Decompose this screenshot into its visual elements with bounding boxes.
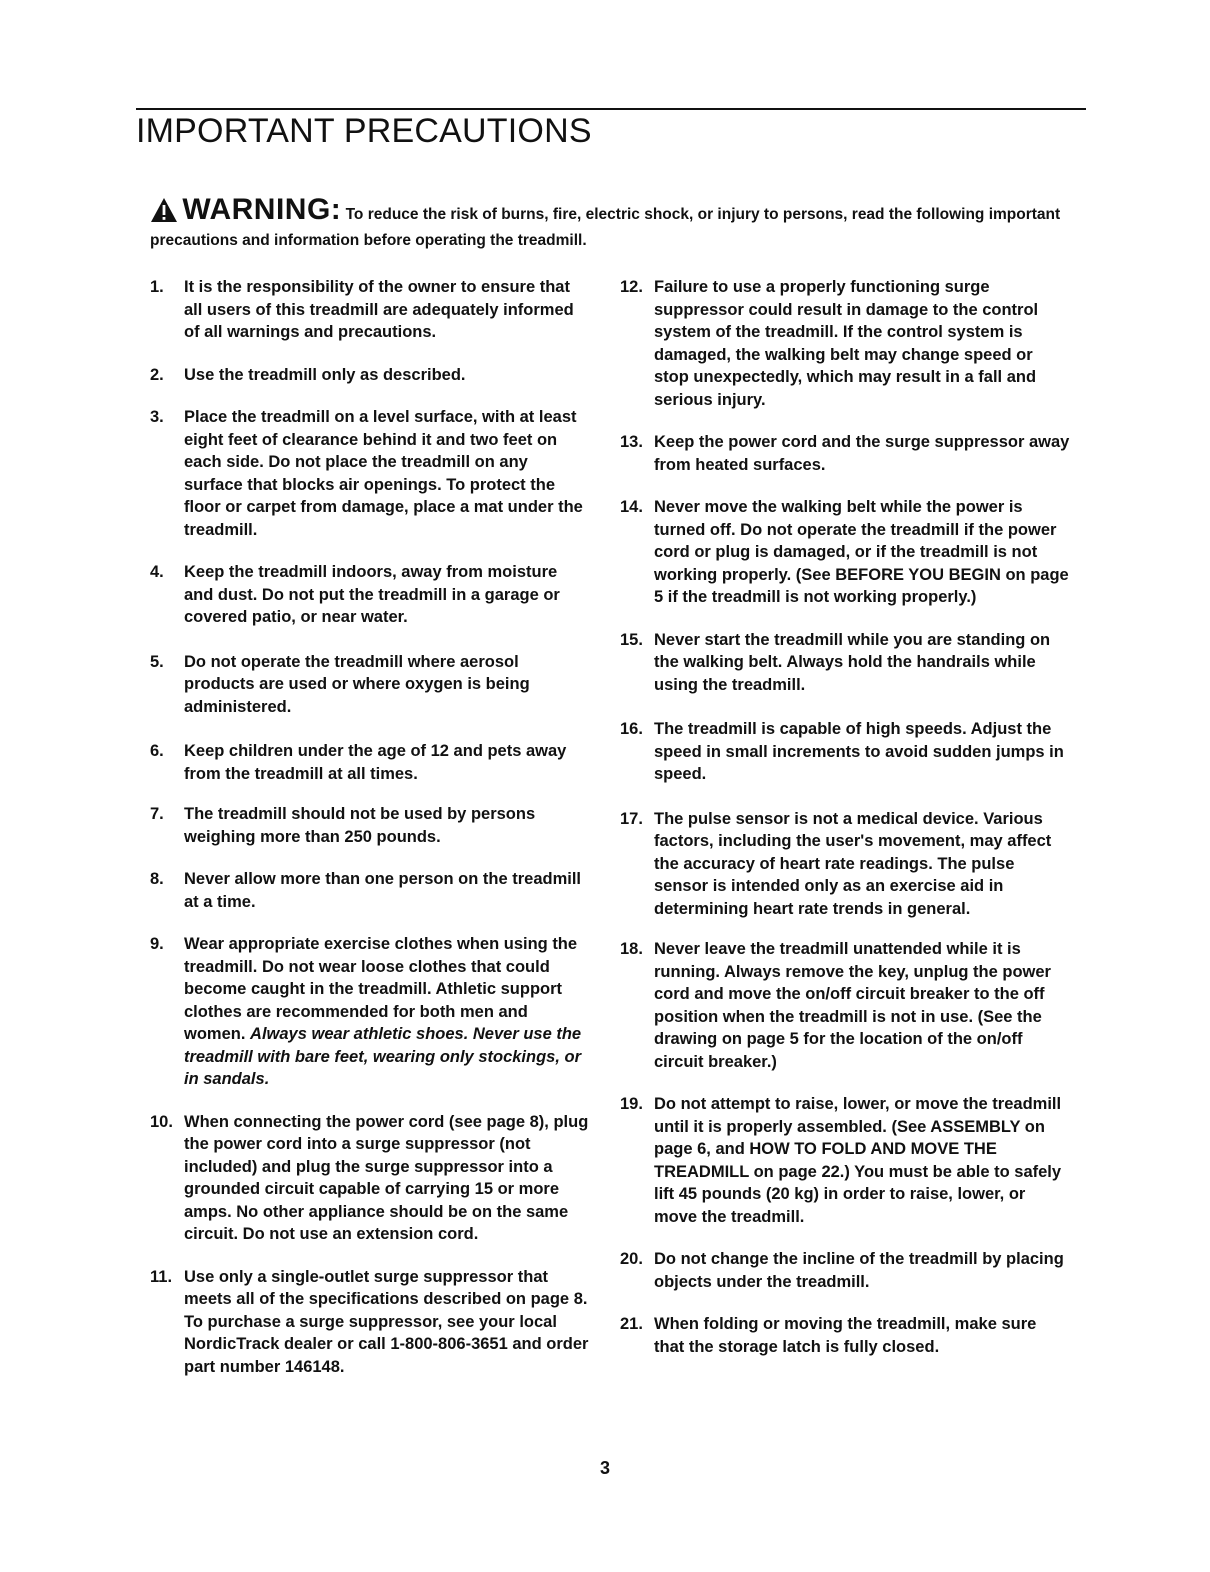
precaution-number: 4. bbox=[150, 563, 164, 581]
precaution-body: When connecting the power cord (see page 8), plug the power cord into a surge suppressor (not included) and plug the surge suppressor into a grounded circuit capable of carrying 15 or more amps. No other appliance should be on the same circuit. Do not use an extension cord. bbox=[184, 1112, 589, 1243]
page-number: 3 bbox=[599, 1458, 610, 1478]
precaution-body: Never leave the treadmill unattended while it is running. Always remove the key, unplug the power cord and move the on/off circuit breaker to the off position when the treadmill is not in use. (See the drawing on page 5 for the location of the on/off circuit breaker.) bbox=[654, 940, 1051, 1071]
precaution-item bbox=[150, 651, 590, 719]
precaution-text bbox=[184, 364, 590, 387]
precaution-body: Failure to use a properly functioning surge suppressor could result in damage to the control system of the treadmill. If the control system is damaged, the walking belt may change speed or stop unexpectedly, which may result in a fall and serious injury. bbox=[654, 278, 1039, 409]
precaution-number: 18. bbox=[620, 940, 643, 958]
precaution-body: Do not attempt to raise, lower, or move the treadmill until it is properly assembled. (See ASSEMBLY on page 6, and HOW TO FOLD AND MOVE THE TREADMILL on page 22.) You must be able to safely lift 45 pounds (20 kg) in order to raise, lower, or move the treadmill. bbox=[654, 1095, 1062, 1226]
precaution-text bbox=[184, 868, 590, 913]
precaution-text bbox=[184, 933, 590, 1091]
precaution-number: 3. bbox=[150, 408, 164, 426]
precaution-number: 13. bbox=[620, 433, 643, 451]
header-rule bbox=[136, 108, 1086, 110]
precaution-number: 10. bbox=[150, 1112, 173, 1131]
precaution-item bbox=[620, 629, 1070, 697]
precaution-item bbox=[620, 1093, 1070, 1228]
precaution-text bbox=[654, 1313, 1070, 1358]
precaution-text bbox=[654, 496, 1070, 609]
precaution-item bbox=[150, 803, 590, 848]
precaution-body: Use the treadmill only as described. bbox=[184, 365, 466, 384]
precaution-item bbox=[620, 1313, 1070, 1358]
precaution-body: Place the treadmill on a level surface, with at least eight feet of clearance behind it and two feet on each side. Do not place the treadmill on any surface that blocks air openings. To protect the floor or carpet from damage, place a mat under the treadmill. bbox=[184, 408, 583, 539]
precaution-item bbox=[150, 868, 590, 913]
precaution-text bbox=[654, 1093, 1070, 1228]
precaution-item bbox=[620, 808, 1070, 921]
precaution-body: Wear appropriate exercise clothes when using the treadmill. Do not wear loose clothes that could become caught in the treadmill. Athletic support clothes are recommended for both men and women. bbox=[184, 935, 578, 1043]
right-column bbox=[620, 276, 1070, 1358]
precaution-body: The treadmill should not be used by persons weighing more than 250 pounds. bbox=[184, 805, 536, 846]
precaution-body: Keep the treadmill indoors, away from moisture and dust. Do not put the treadmill in a garage or covered patio, or near water. bbox=[184, 563, 560, 626]
precaution-text bbox=[184, 651, 590, 719]
precaution-body: Use only a single-outlet surge suppressor that meets all of the specifications described on page 8. To purchase a surge suppressor, see your local NordicTrack dealer or call 1-800-806-3651 and order part number 146148. bbox=[184, 1267, 589, 1376]
precaution-number: 8. bbox=[150, 870, 164, 888]
precaution-number: 5. bbox=[150, 652, 164, 671]
precaution-body: Keep the power cord and the surge suppressor away from heated surfaces. bbox=[654, 433, 1070, 474]
precaution-text bbox=[184, 740, 590, 785]
warning-block bbox=[150, 190, 1070, 251]
precaution-item bbox=[620, 1248, 1070, 1293]
precaution-number: 1. bbox=[150, 278, 164, 296]
precaution-item bbox=[620, 276, 1070, 411]
page-title: IMPORTANT PRECAUTIONS bbox=[136, 112, 592, 150]
precaution-body: Keep children under the age of 12 and pets away from the treadmill at all times. bbox=[184, 742, 567, 783]
precaution-number: 14. bbox=[620, 498, 643, 516]
precaution-number: 19. bbox=[620, 1095, 643, 1113]
precaution-text bbox=[184, 1266, 590, 1379]
precaution-text bbox=[654, 431, 1070, 476]
precaution-body: It is the responsibility of the owner to ensure that all users of this treadmill are adequately informed of all warnings and precautions. bbox=[184, 278, 574, 341]
precaution-number: 7. bbox=[150, 805, 164, 823]
precaution-number: 6. bbox=[150, 742, 164, 760]
precaution-item bbox=[150, 740, 590, 785]
left-column bbox=[150, 276, 590, 1378]
precaution-item bbox=[150, 276, 590, 344]
precaution-text bbox=[184, 276, 590, 344]
warning-text: To reduce the risk of burns, fire, electric shock, or injury to persons, read the following important precautions and information before operating the treadmill. bbox=[150, 206, 1061, 249]
precaution-item bbox=[620, 431, 1070, 476]
precaution-text bbox=[654, 808, 1070, 921]
precaution-text bbox=[654, 718, 1070, 786]
warning-triangle-icon bbox=[150, 197, 178, 223]
precaution-text bbox=[184, 406, 590, 541]
precaution-text bbox=[184, 1111, 590, 1246]
precaution-body: Do not operate the treadmill where aerosol products are used or where oxygen is being administered. bbox=[184, 652, 530, 716]
precaution-body: Never start the treadmill while you are standing on the walking belt. Always hold the handrails while using the treadmill. bbox=[654, 630, 1051, 694]
precaution-body: The treadmill is capable of high speeds. Adjust the speed in small increments to avoid sudden jumps in speed. bbox=[654, 720, 1064, 783]
precaution-item bbox=[150, 933, 590, 1091]
precaution-number: 21. bbox=[620, 1315, 643, 1333]
precaution-text bbox=[654, 938, 1070, 1073]
precaution-body: Do not change the incline of the treadmill by placing objects under the treadmill. bbox=[654, 1250, 1064, 1291]
warning-label: WARNING: bbox=[182, 193, 342, 226]
precaution-number: 2. bbox=[150, 365, 164, 384]
precaution-item bbox=[620, 938, 1070, 1073]
precaution-body: When folding or moving the treadmill, make sure that the storage latch is fully closed. bbox=[654, 1315, 1037, 1356]
precaution-body: Never allow more than one person on the treadmill at a time. bbox=[184, 870, 581, 911]
precaution-number: 20. bbox=[620, 1250, 643, 1268]
precaution-text bbox=[184, 561, 590, 629]
precaution-body: The pulse sensor is not a medical device. Various factors, including the user's movement, may affect the accuracy of heart rate readings. The pulse sensor is intended only as an exercise aid in determining heart rate trends in general. bbox=[654, 809, 1052, 918]
precaution-text bbox=[654, 276, 1070, 411]
precaution-item bbox=[150, 1111, 590, 1246]
precaution-item bbox=[150, 1266, 590, 1379]
precaution-text bbox=[184, 803, 590, 848]
precaution-item bbox=[150, 406, 590, 541]
precaution-text bbox=[654, 1248, 1070, 1293]
precaution-item bbox=[620, 718, 1070, 786]
precaution-body: Never move the walking belt while the power is turned off. Do not operate the treadmill if the power cord or plug is damaged, or if the treadmill is not working properly. (See BEFORE YOU BEGIN on page 5 if the treadmill is not working properly.) bbox=[654, 498, 1069, 606]
precaution-text bbox=[654, 629, 1070, 697]
precaution-number: 12. bbox=[620, 278, 643, 296]
precaution-number: 11. bbox=[150, 1267, 173, 1286]
precaution-number: 15. bbox=[620, 630, 643, 649]
precaution-item bbox=[150, 364, 590, 387]
precaution-number: 9. bbox=[150, 935, 164, 953]
precaution-item bbox=[620, 496, 1070, 609]
precaution-number: 17. bbox=[620, 809, 643, 828]
precaution-item bbox=[150, 561, 590, 629]
precaution-emphasis: Always wear athletic shoes. Never use the treadmill with bare feet, wearing only stockings, or in sandals. bbox=[184, 1025, 582, 1088]
precaution-number: 16. bbox=[620, 720, 643, 738]
